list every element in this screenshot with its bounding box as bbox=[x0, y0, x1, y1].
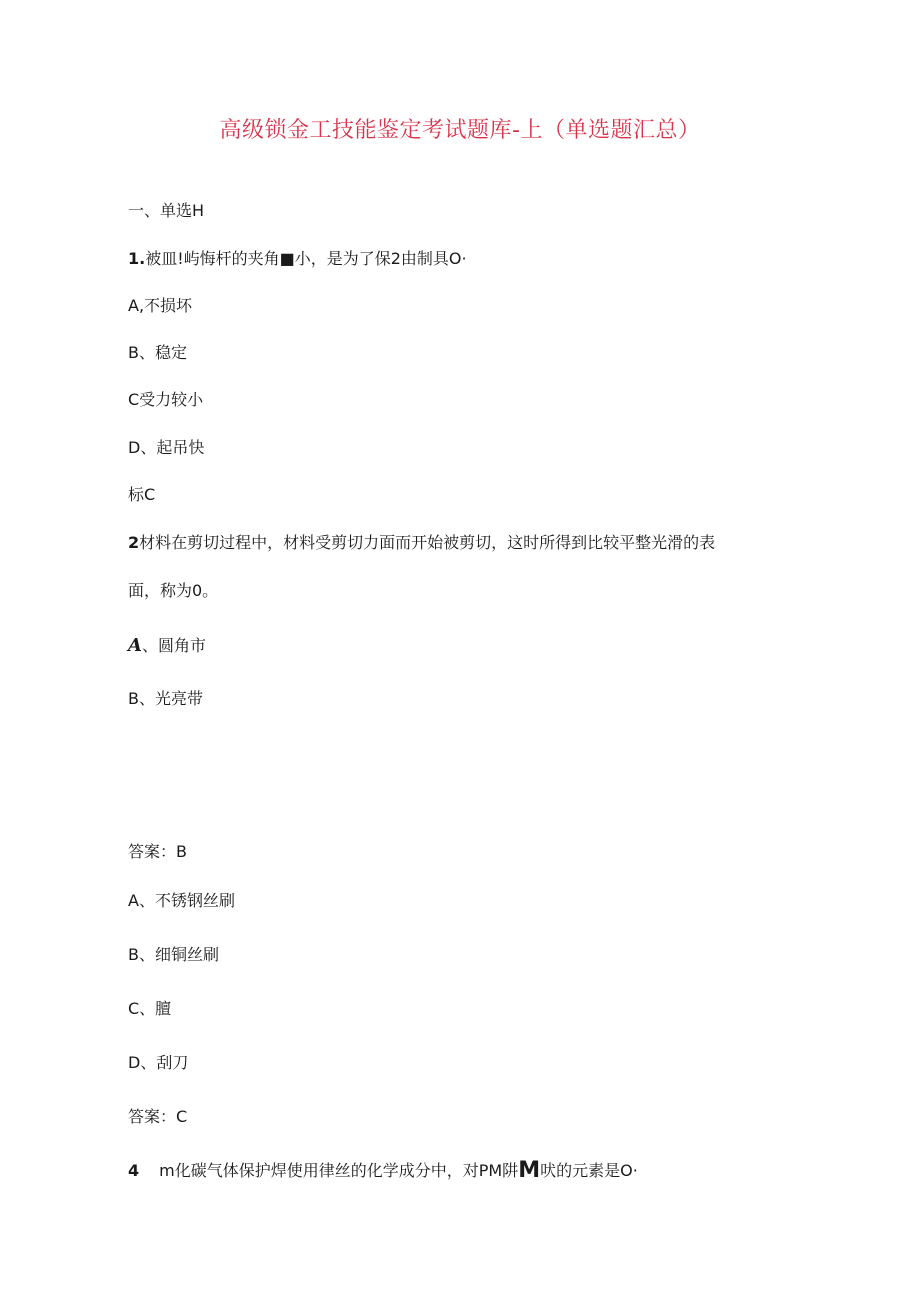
question-4 bbox=[128, 1160, 638, 1182]
question-number: 1. bbox=[128, 249, 146, 268]
q1-option-d: D、起吊快 bbox=[128, 438, 205, 457]
q1-option-a: A,不损坏 bbox=[128, 296, 193, 315]
section-heading: 一、单选H bbox=[128, 201, 205, 220]
q3-option-a: A、不锈钢丝刷 bbox=[128, 891, 235, 910]
q3-option-b: B、细铜丝刷 bbox=[128, 945, 219, 964]
q1-option-c: C受力较小 bbox=[128, 390, 204, 409]
q3-option-c: C、膻 bbox=[128, 999, 172, 1018]
option-text: 、圆角市 bbox=[141, 636, 206, 655]
question-text-tail: 吠的元素是O· bbox=[540, 1161, 638, 1180]
question-text: 材料在剪切过程中，材料受剪切力面而开始被剪切，这时所得到比较平整光滑的表 bbox=[139, 533, 716, 552]
q2-option-b: B、光亮带 bbox=[128, 689, 203, 708]
question-2 bbox=[128, 532, 715, 554]
question-number: 2 bbox=[128, 533, 140, 552]
page-title: 高级锁金工技能鉴定考试题库-上（单选题汇总） bbox=[219, 118, 701, 143]
q2-answer: 答案：B bbox=[128, 842, 187, 861]
question-text-large-glyph: M bbox=[518, 1158, 541, 1183]
question-text: m化碳气体保护焊使用律丝的化学成分中，对PM阱 bbox=[159, 1161, 519, 1180]
q1-answer: 标C bbox=[128, 485, 156, 504]
q2-option-a bbox=[128, 635, 206, 657]
question-number: 4 bbox=[128, 1161, 140, 1180]
q1-option-b: B、稳定 bbox=[128, 343, 187, 362]
question-2-continued: 面，称为0。 bbox=[128, 581, 219, 600]
question-1 bbox=[128, 248, 467, 270]
option-letter: A bbox=[128, 635, 142, 656]
q3-option-d: D、刮刀 bbox=[128, 1053, 189, 1072]
question-text: 被皿!屿悔杆的夹角■小，是为了保2由制具O· bbox=[145, 249, 467, 268]
q3-answer: 答案：C bbox=[128, 1107, 188, 1126]
